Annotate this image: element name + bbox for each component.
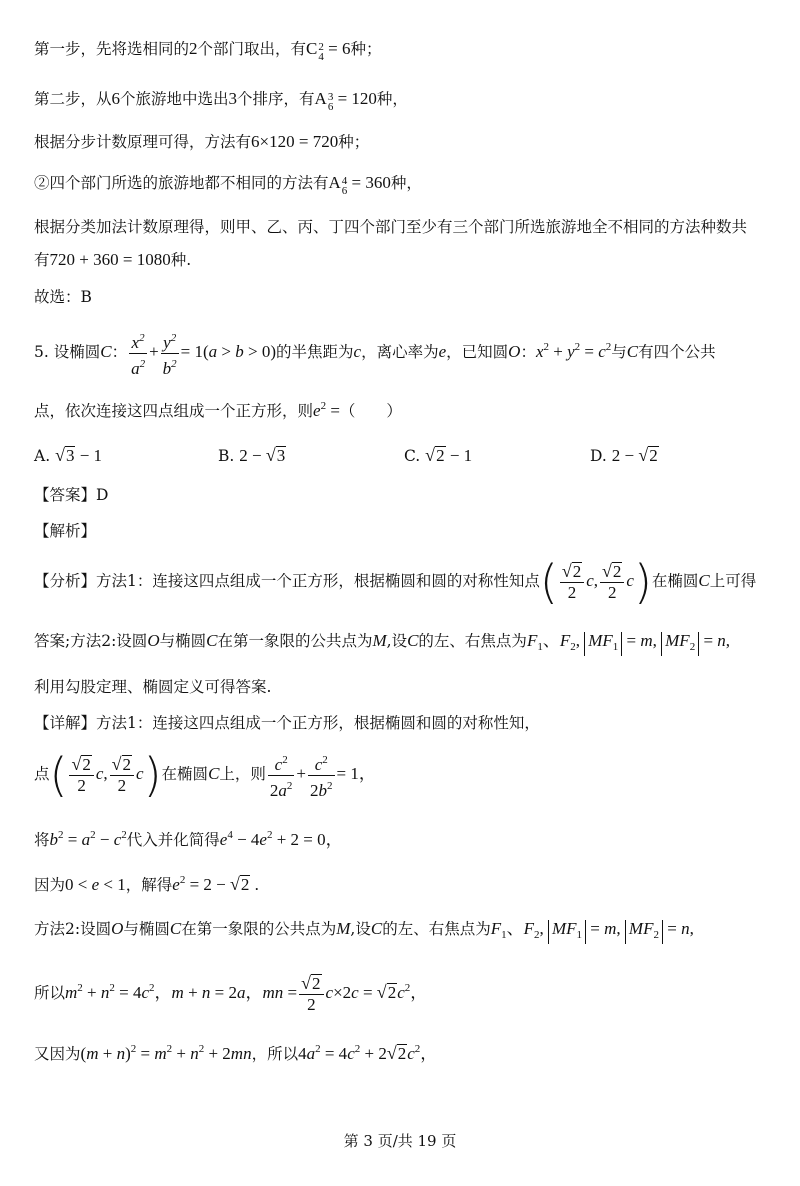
- page-footer: 第 3 页/共 19 页: [343, 1132, 457, 1150]
- question-5-line-2: 点，依次连接这四点组成一个正方形，则$e^2$ =（ ）: [34, 400, 402, 420]
- method2-line-2: 所以$m^2 + n^2 = 4c^2$，m + n = 2a，mn = $\frac{√2}{2}$ $c\times 2c = √2c^2$，: [34, 973, 428, 1014]
- detail-line-1: 【详解】方法1：连接这四点组成一个正方形，根据椭圆和圆的对称性知，: [34, 714, 540, 732]
- detail-line-4: 因为0 < e < 1，解得$e^2 = 2 - √2$ .: [34, 874, 259, 894]
- option-c: C. √2 − 1: [404, 445, 473, 465]
- case2-line: ②四个部门所选的旅游地都不相同的方法有A4 6 = 360种，: [34, 173, 422, 197]
- sum-line-2: 有720 + 360 = 1080种.: [34, 250, 192, 269]
- option-a: A. √3 − 1: [34, 445, 103, 465]
- option-b: B. 2 − √3: [218, 445, 286, 465]
- step2-line: 第二步，从6个旅游地中选出3个排序，有A3 6 = 120种，: [34, 89, 408, 113]
- detail-line-3: 将$b^2 = a^2 - c^2$代入并化简得$e^4 - 4e^2 + 2 = 0$，: [34, 829, 343, 849]
- prev-answer: 故选：B: [34, 288, 92, 306]
- analysis-line-2: 答案;方法2:设圆O与椭圆C在第一象限的公共点为M,设C的左、右焦点为$F_1$、$F_2$, $MF_1 = m$, $MF_2 = n$,: [34, 630, 730, 658]
- question-5-line-1: 5. 设椭圆C： $\frac{x^2}{a^2}$ + $\frac{y^2}{b^2}$ = 1(a > b > 0)的半焦距为c，离心率为e，已知圆O：$x^2 + y^2 = c^2$与C有四个公共: [34, 326, 716, 379]
- analysis-line-3: 利用勾股定理、椭圆定义可得答案.: [34, 678, 272, 696]
- step1-line: 第一步，先将选相同的2个部门取出，有C2 4 = 6种；: [34, 39, 382, 63]
- detail-line-2: 点( $\frac{√2}{2}$ c, $\frac{√2}{2}$ c)在椭圆C上，则 $\frac{c^2}{2a^2}$ + $\frac{c^2}{2b^2}$ = 1，: [34, 748, 376, 802]
- analysis-label: 【解析】: [34, 522, 97, 540]
- sum-line-1: 根据分类加法计数原理得，则甲、乙、丙、丁四个部门至少有三个部门所选旅游地全不相同的方法种数共: [34, 218, 748, 236]
- method2-line-1: 方法2:设圆O与椭圆C在第一象限的公共点为M,设C的左、右焦点为$F_1$、$F_2$, $MF_1 = m$, $MF_2 = n$,: [34, 918, 694, 946]
- analysis-line-1: 【分析】方法1：连接这四点组成一个正方形，根据椭圆和圆的对称性知点( $\frac{√2}{2}$ c, $\frac{√2}{2}$ c)在椭圆C上可得: [34, 555, 757, 609]
- rule-line: 根据分步计数原理可得，方法有6×120 = 720种；: [34, 132, 370, 151]
- answer-label: 【答案】D: [34, 486, 109, 504]
- option-d: D. 2 − √2: [590, 445, 658, 465]
- method2-line-3: 又因为$(m + n)^2 = m^2 + n^2 + 2mn$，所以$4a^2 = 4c^2 + 2√2c^2$，: [34, 1043, 438, 1063]
